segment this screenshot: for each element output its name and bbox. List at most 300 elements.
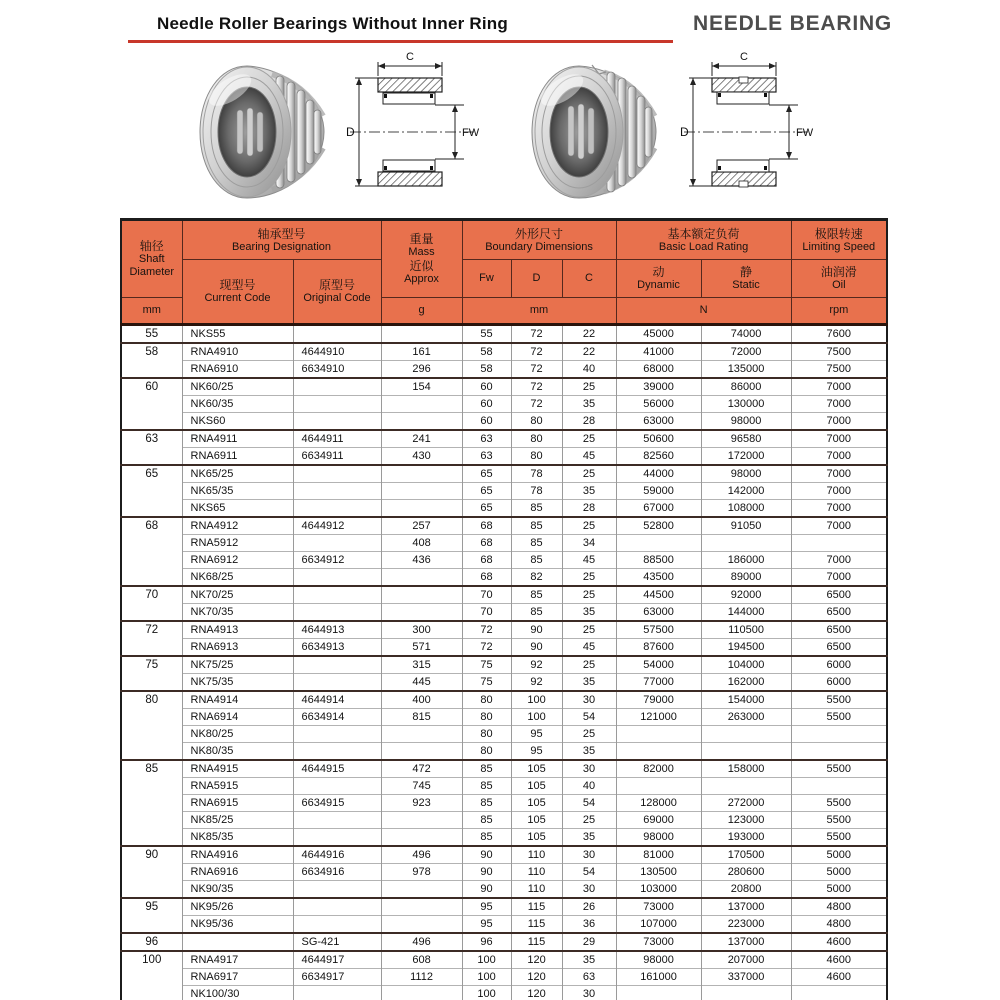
dynamic-load-cell: 68000 (616, 361, 701, 379)
fw-cell: 85 (462, 812, 511, 829)
fw-cell: 75 (462, 656, 511, 674)
header-d: D (511, 260, 562, 298)
c-cell: 35 (562, 604, 616, 622)
c-cell: 25 (562, 621, 616, 639)
original-code-cell: 4644913 (293, 621, 381, 639)
limiting-speed-cell: 5000 (791, 846, 887, 864)
static-load-cell: 263000 (701, 709, 791, 726)
fw-cell: 80 (462, 709, 511, 726)
table-header (121, 220, 887, 325)
limiting-speed-cell: 4600 (791, 951, 887, 969)
mass-cell (381, 829, 462, 847)
limiting-speed-cell: 5500 (791, 691, 887, 709)
dynamic-load-cell: 73000 (616, 933, 701, 951)
original-code-cell: 6634914 (293, 709, 381, 726)
c-cell: 54 (562, 864, 616, 881)
limiting-speed-cell: 7000 (791, 517, 887, 535)
mass-cell (381, 898, 462, 916)
fw-cell: 60 (462, 378, 511, 396)
cross-section-1-svg (342, 50, 482, 215)
fw-cell: 63 (462, 448, 511, 466)
original-code-cell (293, 916, 381, 934)
c-cell: 54 (562, 709, 616, 726)
limiting-speed-cell: 7000 (791, 552, 887, 569)
c-cell: 25 (562, 378, 616, 396)
current-code-cell: NK100/30 (182, 986, 293, 1000)
table-row (121, 448, 887, 466)
mass-cell (381, 986, 462, 1000)
fw-cell: 65 (462, 500, 511, 518)
limiting-speed-cell: 6000 (791, 674, 887, 692)
d-cell: 72 (511, 378, 562, 396)
static-load-cell: 108000 (701, 500, 791, 518)
static-load-cell: 194500 (701, 639, 791, 657)
c-cell: 25 (562, 726, 616, 743)
current-code-cell: RNA6911 (182, 448, 293, 466)
mass-cell (381, 812, 462, 829)
limiting-speed-cell: 6500 (791, 586, 887, 604)
limiting-speed-cell: 7500 (791, 343, 887, 361)
original-code-cell: 6634911 (293, 448, 381, 466)
dynamic-load-cell (616, 743, 701, 761)
current-code-cell: NK60/25 (182, 378, 293, 396)
static-load-cell: 96580 (701, 430, 791, 448)
current-code-cell: NK70/25 (182, 586, 293, 604)
limiting-speed-cell: 7000 (791, 500, 887, 518)
table-row (121, 517, 887, 535)
dynamic-load-cell: 128000 (616, 795, 701, 812)
limiting-speed-cell: 4600 (791, 933, 887, 951)
table-row (121, 743, 887, 761)
static-load-cell: 193000 (701, 829, 791, 847)
table-row (121, 846, 887, 864)
current-code-cell: NKS60 (182, 413, 293, 431)
dynamic-load-cell: 98000 (616, 829, 701, 847)
mass-cell (381, 465, 462, 483)
dynamic-load-cell: 63000 (616, 604, 701, 622)
current-code-cell: NK65/35 (182, 483, 293, 500)
fw-cell: 85 (462, 778, 511, 795)
original-code-cell (293, 413, 381, 431)
original-code-cell (293, 726, 381, 743)
table-row (121, 569, 887, 587)
d-cell: 115 (511, 898, 562, 916)
table-row (121, 795, 887, 812)
dynamic-load-cell (616, 726, 701, 743)
d-cell: 115 (511, 933, 562, 951)
dynamic-load-cell: 59000 (616, 483, 701, 500)
static-load-cell: 110500 (701, 621, 791, 639)
static-load-cell: 223000 (701, 916, 791, 934)
bearing-spec-table (120, 218, 888, 1000)
original-code-cell: 4644915 (293, 760, 381, 778)
c-cell: 25 (562, 656, 616, 674)
dynamic-load-cell (616, 778, 701, 795)
c-cell: 28 (562, 500, 616, 518)
d-cell: 72 (511, 361, 562, 379)
table-row (121, 535, 887, 552)
static-load-cell: 20800 (701, 881, 791, 899)
c-cell: 25 (562, 465, 616, 483)
d-cell: 120 (511, 969, 562, 986)
header-dynamic: 动 Dynamic (616, 260, 701, 298)
current-code-cell: NK90/35 (182, 881, 293, 899)
fw-cell: 70 (462, 604, 511, 622)
fw-cell: 95 (462, 898, 511, 916)
dynamic-load-cell: 121000 (616, 709, 701, 726)
header-unit-mm: mm (462, 298, 616, 325)
mass-cell (381, 586, 462, 604)
mass-cell (381, 916, 462, 934)
bearing-photo-1 (192, 50, 342, 215)
dynamic-load-cell: 67000 (616, 500, 701, 518)
page-title: Needle Roller Bearings Without Inner Ring (157, 14, 508, 33)
header-fw: Fw (462, 260, 511, 298)
d-cell: 110 (511, 864, 562, 881)
current-code-cell: RNA4910 (182, 343, 293, 361)
mass-cell: 296 (381, 361, 462, 379)
current-code-cell: RNA6916 (182, 864, 293, 881)
current-code-cell: RNA6917 (182, 969, 293, 986)
limiting-speed-cell: 6500 (791, 621, 887, 639)
c-cell: 35 (562, 483, 616, 500)
limiting-speed-cell: 4800 (791, 898, 887, 916)
original-code-cell (293, 483, 381, 500)
title-underline (128, 40, 673, 43)
d-cell: 85 (511, 552, 562, 569)
limiting-speed-cell: 5000 (791, 881, 887, 899)
mass-cell: 161 (381, 343, 462, 361)
static-load-cell: 123000 (701, 812, 791, 829)
dynamic-load-cell: 43500 (616, 569, 701, 587)
static-load-cell: 144000 (701, 604, 791, 622)
d-cell: 105 (511, 829, 562, 847)
dim-label-fw: FW (462, 127, 480, 139)
mass-cell: 154 (381, 378, 462, 396)
table-row (121, 552, 887, 569)
mass-cell (381, 325, 462, 344)
limiting-speed-cell: 5500 (791, 829, 887, 847)
mass-cell: 496 (381, 846, 462, 864)
table-row (121, 709, 887, 726)
table-row (121, 691, 887, 709)
shaft-diameter-cell: 55 (121, 325, 182, 344)
original-code-cell (293, 535, 381, 552)
shaft-diameter-cell: 65 (121, 465, 182, 517)
shaft-diameter-cell: 70 (121, 586, 182, 621)
mass-cell (381, 743, 462, 761)
table-row (121, 500, 887, 518)
d-cell: 120 (511, 986, 562, 1000)
current-code-cell: RNA4917 (182, 951, 293, 969)
static-load-cell (701, 778, 791, 795)
limiting-speed-cell (791, 778, 887, 795)
header-boundary-dimensions: 外形尺寸 Boundary Dimensions (462, 220, 616, 260)
table-row (121, 881, 887, 899)
spec-table-wrap (120, 218, 886, 1000)
header-current-code: 现型号 Current Code (182, 260, 293, 325)
static-load-cell: 104000 (701, 656, 791, 674)
dynamic-load-cell: 77000 (616, 674, 701, 692)
fw-cell: 68 (462, 517, 511, 535)
static-load-cell (701, 726, 791, 743)
c-cell: 25 (562, 586, 616, 604)
static-load-cell (701, 986, 791, 1000)
d-cell: 80 (511, 448, 562, 466)
static-load-cell (701, 535, 791, 552)
original-code-cell: SG-421 (293, 933, 381, 951)
dynamic-load-cell: 39000 (616, 378, 701, 396)
current-code-cell: NK85/35 (182, 829, 293, 847)
static-load-cell: 186000 (701, 552, 791, 569)
mass-cell: 1112 (381, 969, 462, 986)
d-cell: 72 (511, 396, 562, 413)
c-cell: 22 (562, 325, 616, 344)
original-code-cell: 6634912 (293, 552, 381, 569)
c-cell: 25 (562, 517, 616, 535)
static-load-cell: 158000 (701, 760, 791, 778)
dynamic-load-cell: 44000 (616, 465, 701, 483)
mass-cell: 315 (381, 656, 462, 674)
d-cell: 110 (511, 846, 562, 864)
current-code-cell: NK75/25 (182, 656, 293, 674)
mass-cell: 472 (381, 760, 462, 778)
c-cell: 40 (562, 778, 616, 795)
shaft-diameter-cell: 90 (121, 846, 182, 898)
mass-cell: 436 (381, 552, 462, 569)
original-code-cell: 6634913 (293, 639, 381, 657)
current-code-cell: RNA6913 (182, 639, 293, 657)
fw-cell: 85 (462, 795, 511, 812)
table-row (121, 361, 887, 379)
mass-cell: 241 (381, 430, 462, 448)
original-code-cell: 6634910 (293, 361, 381, 379)
original-code-cell (293, 656, 381, 674)
limiting-speed-cell: 7000 (791, 569, 887, 587)
limiting-speed-cell: 7500 (791, 361, 887, 379)
original-code-cell (293, 586, 381, 604)
bearing-photo-2 (524, 50, 674, 215)
d-cell: 90 (511, 621, 562, 639)
static-load-cell: 98000 (701, 465, 791, 483)
c-cell: 28 (562, 413, 616, 431)
dynamic-load-cell: 82000 (616, 760, 701, 778)
d-cell: 115 (511, 916, 562, 934)
fw-cell: 65 (462, 465, 511, 483)
fw-cell: 90 (462, 846, 511, 864)
dynamic-load-cell: 98000 (616, 951, 701, 969)
static-load-cell: 137000 (701, 898, 791, 916)
limiting-speed-cell: 5500 (791, 760, 887, 778)
limiting-speed-cell: 4600 (791, 969, 887, 986)
fw-cell: 72 (462, 639, 511, 657)
current-code-cell: NKS55 (182, 325, 293, 344)
fw-cell: 58 (462, 343, 511, 361)
mass-cell: 745 (381, 778, 462, 795)
table-row (121, 916, 887, 934)
shaft-diameter-cell: 58 (121, 343, 182, 378)
table-row (121, 396, 887, 413)
limiting-speed-cell: 6500 (791, 639, 887, 657)
d-cell: 95 (511, 726, 562, 743)
limiting-speed-cell: 4800 (791, 916, 887, 934)
header-shaft-diameter: 轴径 Shaft Diameter (121, 220, 182, 298)
mass-cell (381, 881, 462, 899)
table-row (121, 829, 887, 847)
limiting-speed-cell: 7000 (791, 448, 887, 466)
dynamic-load-cell: 41000 (616, 343, 701, 361)
d-cell: 95 (511, 743, 562, 761)
dim-label-d: D (680, 125, 689, 139)
c-cell: 35 (562, 829, 616, 847)
mass-cell: 408 (381, 535, 462, 552)
d-cell: 82 (511, 569, 562, 587)
current-code-cell: NK70/35 (182, 604, 293, 622)
header-unit-n: N (616, 298, 791, 325)
limiting-speed-cell: 7000 (791, 483, 887, 500)
d-cell: 100 (511, 691, 562, 709)
current-code-cell: NK75/35 (182, 674, 293, 692)
c-cell: 45 (562, 448, 616, 466)
limiting-speed-cell: 7000 (791, 413, 887, 431)
original-code-cell: 4644916 (293, 846, 381, 864)
mass-cell (381, 413, 462, 431)
header-unit-mm-shaft: mm (121, 298, 182, 325)
limiting-speed-cell: 5500 (791, 795, 887, 812)
mass-cell (381, 483, 462, 500)
current-code-cell: RNA6912 (182, 552, 293, 569)
fw-cell: 90 (462, 864, 511, 881)
header-basic-load-rating: 基本额定负荷 Basic Load Rating (616, 220, 791, 260)
table-row (121, 864, 887, 881)
c-cell: 35 (562, 674, 616, 692)
c-cell: 54 (562, 795, 616, 812)
limiting-speed-cell (791, 986, 887, 1000)
c-cell: 30 (562, 881, 616, 899)
header-c: C (562, 260, 616, 298)
limiting-speed-cell (791, 726, 887, 743)
current-code-cell: NK95/26 (182, 898, 293, 916)
shaft-diameter-cell: 75 (121, 656, 182, 691)
c-cell: 25 (562, 430, 616, 448)
mass-cell: 571 (381, 639, 462, 657)
mass-cell: 978 (381, 864, 462, 881)
table-row (121, 760, 887, 778)
current-code-cell: RNA4911 (182, 430, 293, 448)
table-row (121, 586, 887, 604)
table-row (121, 898, 887, 916)
dynamic-load-cell: 45000 (616, 325, 701, 344)
original-code-cell (293, 500, 381, 518)
c-cell: 35 (562, 743, 616, 761)
c-cell: 30 (562, 760, 616, 778)
shaft-diameter-cell: 85 (121, 760, 182, 846)
current-code-cell: RNA5912 (182, 535, 293, 552)
d-cell: 85 (511, 517, 562, 535)
header-oil: 油润滑 Oil (791, 260, 887, 298)
shaft-diameter-cell: 60 (121, 378, 182, 430)
d-cell: 85 (511, 604, 562, 622)
c-cell: 22 (562, 343, 616, 361)
d-cell: 105 (511, 795, 562, 812)
current-code-cell: RNA6914 (182, 709, 293, 726)
fw-cell: 85 (462, 829, 511, 847)
shaft-diameter-cell: 95 (121, 898, 182, 933)
dim-label-fw: FW (796, 127, 814, 139)
limiting-speed-cell: 7000 (791, 378, 887, 396)
d-cell: 85 (511, 500, 562, 518)
table-row (121, 656, 887, 674)
static-load-cell: 92000 (701, 586, 791, 604)
brand-title: NEEDLE BEARING (693, 12, 893, 35)
static-load-cell: 130000 (701, 396, 791, 413)
header-static: 静 Static (701, 260, 791, 298)
shaft-diameter-cell: 68 (121, 517, 182, 586)
static-load-cell: 72000 (701, 343, 791, 361)
table-row (121, 933, 887, 951)
fw-cell: 70 (462, 586, 511, 604)
dynamic-load-cell: 81000 (616, 846, 701, 864)
current-code-cell: RNA4912 (182, 517, 293, 535)
dynamic-load-cell: 73000 (616, 898, 701, 916)
table-row (121, 465, 887, 483)
c-cell: 25 (562, 569, 616, 587)
original-code-cell (293, 881, 381, 899)
c-cell: 26 (562, 898, 616, 916)
c-cell: 34 (562, 535, 616, 552)
mass-cell: 923 (381, 795, 462, 812)
fw-cell: 85 (462, 760, 511, 778)
fw-cell: 80 (462, 691, 511, 709)
fw-cell: 96 (462, 933, 511, 951)
limiting-speed-cell: 6500 (791, 604, 887, 622)
fw-cell: 80 (462, 743, 511, 761)
d-cell: 105 (511, 778, 562, 795)
current-code-cell: RNA6915 (182, 795, 293, 812)
d-cell: 110 (511, 881, 562, 899)
table-row (121, 325, 887, 344)
original-code-cell: 6634916 (293, 864, 381, 881)
fw-cell: 90 (462, 881, 511, 899)
original-code-cell (293, 604, 381, 622)
dynamic-load-cell: 52800 (616, 517, 701, 535)
limiting-speed-cell: 5000 (791, 864, 887, 881)
current-code-cell: NK80/35 (182, 743, 293, 761)
c-cell: 45 (562, 552, 616, 569)
bearing-photo-1-svg (192, 50, 342, 215)
current-code-cell: RNA5915 (182, 778, 293, 795)
mass-cell (381, 500, 462, 518)
d-cell: 85 (511, 586, 562, 604)
current-code-cell: NKS65 (182, 500, 293, 518)
original-code-cell (293, 986, 381, 1000)
original-code-cell: 6634917 (293, 969, 381, 986)
fw-cell: 72 (462, 621, 511, 639)
limiting-speed-cell: 7000 (791, 430, 887, 448)
mass-cell (381, 604, 462, 622)
original-code-cell (293, 812, 381, 829)
static-load-cell: 86000 (701, 378, 791, 396)
current-code-cell: NK95/36 (182, 916, 293, 934)
header-unit-g: g (381, 298, 462, 325)
mass-cell: 257 (381, 517, 462, 535)
static-load-cell: 280600 (701, 864, 791, 881)
static-load-cell: 154000 (701, 691, 791, 709)
fw-cell: 60 (462, 413, 511, 431)
d-cell: 100 (511, 709, 562, 726)
original-code-cell (293, 829, 381, 847)
mass-cell: 300 (381, 621, 462, 639)
